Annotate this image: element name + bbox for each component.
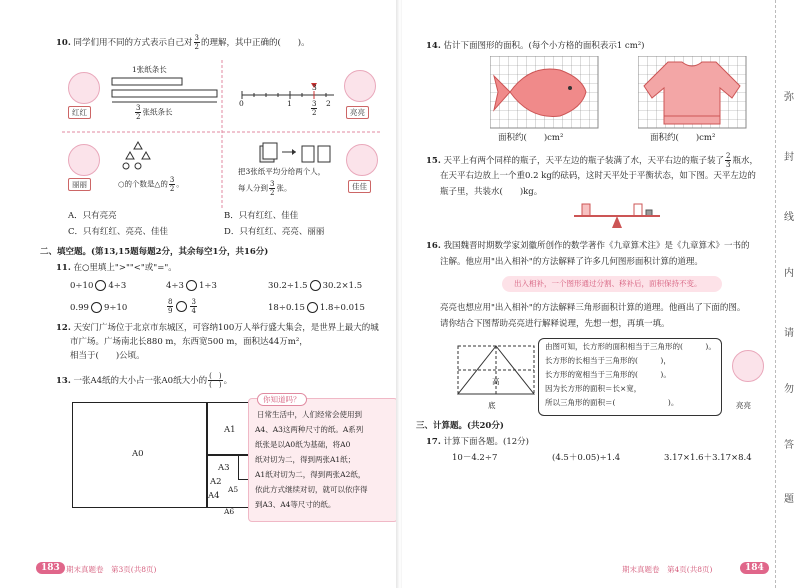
seal-char-3: 线: [784, 212, 794, 223]
tip-line-6: 依此方式继续对切，就可以依序得: [255, 485, 368, 494]
q11-item-5[interactable]: $\frac{8}{9}$ $\frac{3}{4}$: [168, 298, 196, 315]
q14-stem: 14. 估计下面图形的面积。(每个小方格的面积表示1 cm²): [426, 41, 645, 51]
q16-line-1: 16. 我国魏晋时期数学家刘徽所创作的数学著作《九章算术注》是《九章算术》一书的: [426, 241, 750, 251]
paper-stacks: [256, 140, 336, 166]
label-base: 底: [488, 401, 496, 410]
strip-bottom-label: $\frac{3}{2}$ 张纸条长: [136, 104, 173, 121]
page-number-right: 184: [740, 562, 769, 574]
name-liangliang: 亮亮: [346, 106, 369, 119]
speech-bubble: [538, 338, 722, 416]
tip-title: 你知道吗？: [257, 393, 307, 406]
q11-item-4[interactable]: 0.99 9÷10: [70, 303, 128, 313]
q13-stem: 13. 一张A4纸的大小占一张A0纸大小的 $\frac{( )}{( )}$ 。: [56, 372, 233, 389]
speech-line-3: 长方形的宽相当于三角形的( )。: [545, 370, 671, 379]
q10-option-a[interactable]: A．只有亮亮: [68, 211, 117, 221]
q14-answer-1[interactable]: 面积约( )cm²: [498, 133, 564, 143]
q10-option-d[interactable]: D．只有红红、亮亮、丽丽: [224, 227, 325, 237]
q16-line-3: 亮亮也想应用"出入相补"的方法解释三角形面积计算的道理。他画出了下面的图。: [440, 303, 746, 313]
seal-line-sidebar: [775, 0, 800, 588]
label-a0: A0: [132, 449, 144, 459]
speech-line-1: 由图可知，长方形的面积相当于三角形的( )。: [545, 342, 716, 351]
name-lili: 丽丽: [68, 178, 91, 191]
name-jiajia: 佳佳: [348, 180, 371, 193]
q12-line-1: 12. 天安门广场位于北京市东城区，可容纳100万人举行盛大集会，是世界上最大的城: [56, 323, 379, 333]
q17-expr-1[interactable]: 10－4.2÷7: [452, 453, 498, 463]
label-a1: A1: [224, 425, 236, 435]
seal-char-8: 题: [784, 494, 794, 505]
name-liangliang-q16: 亮亮: [736, 401, 751, 410]
name-honghong: 红红: [68, 106, 91, 119]
tip-line-3: 纸张是以A0纸为基础，将A0: [255, 440, 351, 449]
triangles-text: ○的个数是△的 $\frac{3}{2}$ 。: [118, 176, 184, 193]
avatar-lili: [68, 144, 100, 176]
q17-stem: 17. 计算下面各题。(12分): [426, 437, 529, 447]
label-height: 高: [492, 377, 500, 386]
q11-item-1[interactable]: 0÷10 4÷3: [70, 281, 127, 291]
seal-char-1: 弥: [784, 92, 794, 103]
seal-char-7: 答: [784, 440, 794, 451]
shape-triangles-circles: [118, 140, 158, 174]
nl-label-2: 2: [326, 99, 331, 108]
speech-line-4: 因为长方形的面积＝长×宽，: [545, 384, 642, 393]
avatar-jiajia: [346, 144, 378, 176]
tip-note: [248, 395, 398, 522]
avatar-liangliang: [344, 70, 376, 102]
label-a4: A4: [208, 491, 220, 501]
q16-line-4: 请你结合下图帮助亮亮进行解释说理，先想一想，再填一填。: [440, 319, 670, 329]
sweater-grid: [638, 56, 748, 132]
q14-answer-2[interactable]: 面积约( )cm²: [650, 133, 716, 143]
right-page: [402, 0, 800, 588]
q10-panel: [62, 60, 382, 210]
q11-item-2[interactable]: 4÷3 1÷3: [166, 281, 217, 291]
avatar-liangliang-q16: [732, 350, 764, 382]
paper-text-1: 把3张纸平均分给两个人，: [238, 167, 326, 176]
balance-scale: [568, 200, 668, 230]
q11-item-6[interactable]: 18÷0.15 1.8÷0.015: [268, 303, 365, 313]
label-a6: A6: [224, 507, 235, 516]
q16-line-2: 注解。他应用"出入相补"的方法解释了许多几何图形面积计算的道理。: [440, 257, 703, 267]
fish-grid: [490, 56, 600, 132]
footer-right: 期末真题卷 第4页(共8页): [622, 565, 713, 574]
footer-left: 期末真题卷 第3页(共8页): [66, 565, 157, 574]
q15-line-3: 瓶子里，共装水( )kg。: [440, 187, 543, 197]
nl-label-1: 1: [287, 99, 292, 108]
q17-expr-3[interactable]: 3.17×1.6＋3.17×8.4: [664, 453, 752, 463]
triangle-rectangle-figure: [450, 338, 540, 402]
q11-item-3[interactable]: 30.2÷1.5 30.2×1.5: [268, 281, 363, 291]
q15-line-1: 15. 天平上有两个同样的瓶子，天平左边的瓶子装满了水，天平右边的瓶子装了 $\frac{2}{3}$ 瓶水，: [426, 152, 758, 169]
nl-label-3: 3: [312, 83, 317, 92]
nl-label-0: 0: [239, 99, 244, 108]
q12-line-2: 市广场。广场南北长880 m，东西宽500 m，面积达44万m²，: [70, 337, 308, 347]
principle-text: 出入相补，一个图形通过分割、移补后，面积保持不变。: [514, 279, 702, 288]
tip-line-5: A1纸对切为二，得到两张A2纸，: [255, 470, 366, 479]
page-number-left: 183: [36, 562, 65, 574]
nl-frac: $\frac{3}{2}$: [312, 100, 317, 117]
label-a3: A3: [218, 463, 230, 473]
q11-stem: 11. 在○里填上">""<"或"="。: [56, 263, 177, 273]
avatar-honghong: [68, 72, 100, 104]
q15-line-2: 在天平右边放上一个重0.2 kg的砝码，这时天平处于平衡状态，如下图。天平左边的: [440, 171, 756, 181]
seal-char-5: 请: [784, 328, 794, 339]
section-3-title: 三、计算题。(共20分): [416, 421, 504, 431]
label-a2: A2: [210, 477, 222, 487]
tip-line-2: A4、A3这两种尺寸的纸。A系列: [255, 425, 364, 434]
tip-line-4: 纸对切为二，得到两张A1纸；: [255, 455, 356, 464]
seal-char-2: 封: [784, 152, 794, 163]
principle-banner: [502, 276, 722, 292]
tip-line-7: 到A3、A4等尺寸的纸。: [255, 500, 336, 509]
q10-option-b[interactable]: B．只有红红、佳佳: [224, 211, 299, 221]
q10-option-c[interactable]: C．只有红红、亮亮、佳佳: [68, 227, 169, 237]
strip-top-label: 1张纸条长: [132, 65, 167, 74]
tip-line-1: 日常生活中，人们经常会使用到: [257, 410, 362, 419]
seal-char-4: 内: [784, 268, 794, 279]
seal-char-6: 勿: [784, 384, 794, 395]
paper-text-2: 每人分到 $\frac{3}{2}$ 张。: [238, 180, 292, 197]
q17-expr-2[interactable]: (4.5＋0.05)÷1.4: [552, 453, 621, 463]
section-2-title: 二、填空题。(第13,15题每题2分，其余每空1分，共16分): [40, 247, 269, 257]
q12-line-3: 相当于( )公顷。: [70, 351, 145, 361]
paper-strips: [110, 76, 220, 106]
left-page: [0, 0, 398, 588]
speech-line-2: 长方形的长相当于三角形的( )，: [545, 356, 671, 365]
q10-stem: 10. 同学们用不同的方式表示自己对 $\frac{3}{2}$ 的理解，其中正确的( )。: [56, 34, 310, 51]
speech-line-5: 所以三角形的面积＝( )。: [545, 398, 679, 407]
label-a5: A5: [228, 485, 239, 494]
